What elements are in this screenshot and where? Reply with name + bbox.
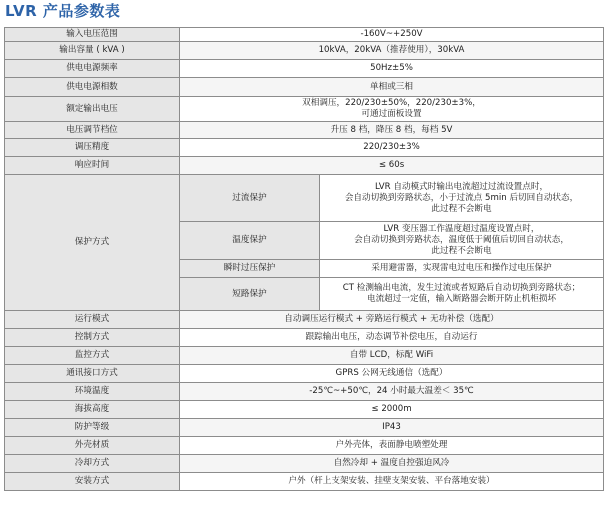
table-row xyxy=(5,311,604,329)
table-row xyxy=(5,28,604,42)
param-name: 供电电源频率 xyxy=(5,60,180,78)
page-title: LVR 产品参数表 xyxy=(5,2,121,20)
protection-desc: LVR 自动模式时输出电流超过过流设置点时， 会自动切换到旁路状态，小于过流点 5min 后切回自动状态， 此过程不会断电 xyxy=(320,175,604,222)
table-row xyxy=(5,437,604,455)
table-row xyxy=(5,157,604,175)
spec-table xyxy=(4,27,604,491)
protection-type: 过流保护 xyxy=(180,175,320,222)
param-name: 安装方式 xyxy=(5,473,180,491)
protection-label: 保护方式 xyxy=(5,175,180,311)
param-value: 自然冷却 + 温度自控强迫风冷 xyxy=(180,455,604,473)
table-row xyxy=(5,60,604,78)
param-value: 双相调压，220/230±50%，220/230±3%， 可通过面板设置 xyxy=(180,97,604,122)
param-value: ≤ 2000m xyxy=(180,401,604,419)
protection-type: 瞬时过压保护 xyxy=(180,260,320,278)
param-name: 环境温度 xyxy=(5,383,180,401)
param-name: 电压调节档位 xyxy=(5,122,180,139)
protection-desc: LVR 变压器工作温度超过温度设置点时， 会自动切换到旁路状态，温度低于阈值后切回自动状态， 此过程不会断电 xyxy=(320,222,604,260)
param-name: 输入电压范围 xyxy=(5,28,180,42)
table-row xyxy=(5,97,604,122)
param-value: 自带 LCD，标配 WiFi xyxy=(180,347,604,365)
table-row xyxy=(5,329,604,347)
param-name: 额定输出电压 xyxy=(5,97,180,122)
table-row xyxy=(5,78,604,97)
param-value: 户外壳体，表面静电喷塑处理 xyxy=(180,437,604,455)
param-value: 10kVA，20kVA（推荐使用），30kVA xyxy=(180,42,604,60)
param-name: 调压精度 xyxy=(5,139,180,157)
table-row xyxy=(5,455,604,473)
param-value: 自动调压运行模式 + 旁路运行模式 + 无功补偿（选配） xyxy=(180,311,604,329)
param-name: 外壳材质 xyxy=(5,437,180,455)
table-row xyxy=(5,401,604,419)
table-row xyxy=(5,139,604,157)
param-value: 50Hz±5% xyxy=(180,60,604,78)
table-row xyxy=(5,122,604,139)
param-name: 响应时间 xyxy=(5,157,180,175)
protection-type: 温度保护 xyxy=(180,222,320,260)
table-row xyxy=(5,175,604,222)
param-name: 海拔高度 xyxy=(5,401,180,419)
table-row xyxy=(5,42,604,60)
param-value: -25℃~+50℃，24 小时最大温差＜ 35℃ xyxy=(180,383,604,401)
param-value: 户外（杆上支架安装、挂壁支架安装、平台落地安装） xyxy=(180,473,604,491)
param-value: 单相或三相 xyxy=(180,78,604,97)
param-value: IP43 xyxy=(180,419,604,437)
param-value: 220/230±3% xyxy=(180,139,604,157)
param-name: 供电电源相数 xyxy=(5,78,180,97)
table-row xyxy=(5,383,604,401)
param-name: 输出容量 ( kVA ) xyxy=(5,42,180,60)
param-name: 冷却方式 xyxy=(5,455,180,473)
param-value: 升压 8 档，降压 8 档，每档 5V xyxy=(180,122,604,139)
param-value: ≤ 60s xyxy=(180,157,604,175)
protection-type: 短路保护 xyxy=(180,278,320,311)
param-name: 通讯接口方式 xyxy=(5,365,180,383)
param-name: 防护等级 xyxy=(5,419,180,437)
param-value: GPRS 公网无线通信（选配） xyxy=(180,365,604,383)
param-name: 监控方式 xyxy=(5,347,180,365)
param-name: 控制方式 xyxy=(5,329,180,347)
table-row xyxy=(5,365,604,383)
param-value: 跟踪输出电压，动态调节补偿电压，自动运行 xyxy=(180,329,604,347)
protection-desc: 采用避雷器，实现雷电过电压和操作过电压保护 xyxy=(320,260,604,278)
table-row xyxy=(5,419,604,437)
param-value: -160V~+250V xyxy=(180,28,604,42)
table-row xyxy=(5,347,604,365)
param-name: 运行模式 xyxy=(5,311,180,329)
table-row xyxy=(5,473,604,491)
protection-desc: CT 检测输出电流，发生过流或者短路后自动切换到旁路状态； 电流超过一定值，输入断路器会断开防止机柜损坏 xyxy=(320,278,604,311)
